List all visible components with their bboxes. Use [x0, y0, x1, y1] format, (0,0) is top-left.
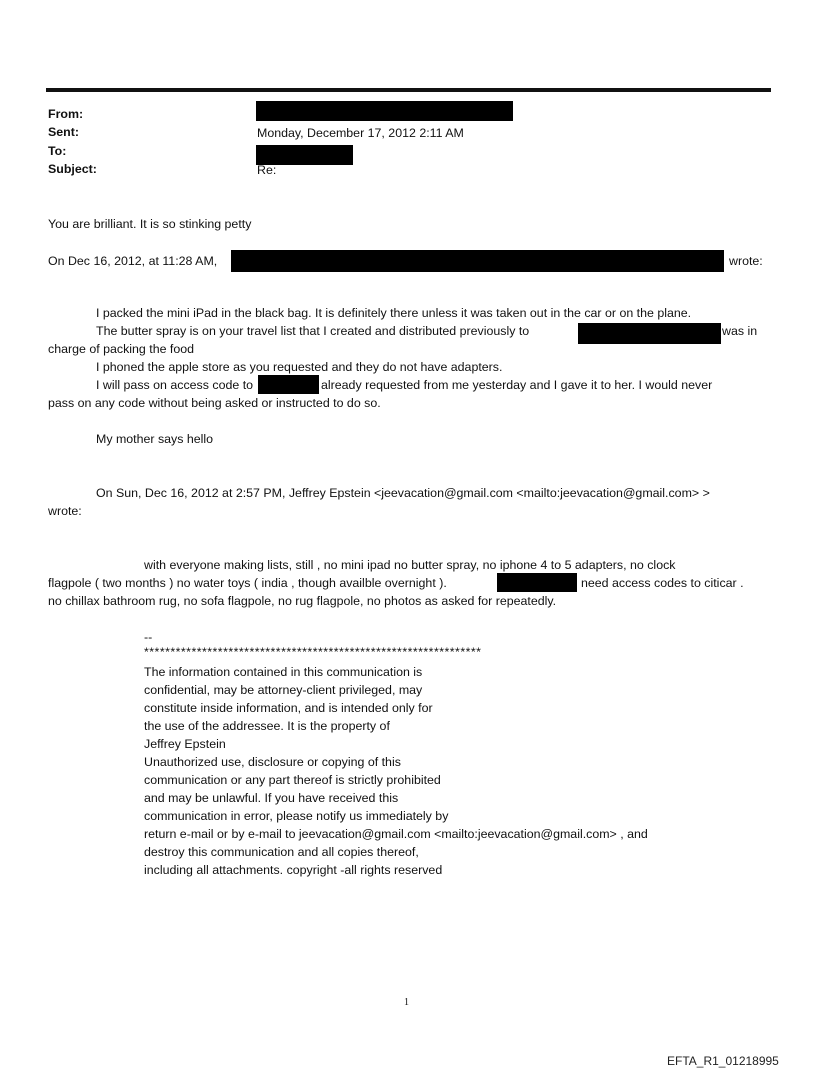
q1-line5b: already requested from me yesterday and I gave it to her. I would never [321, 378, 713, 392]
disclaimer-line: constitute inside information, and is intended only for [144, 701, 433, 715]
q1-redaction-2 [258, 375, 319, 394]
quote1-header-prefix: On Dec 16, 2012, at 11:28 AM, [48, 254, 218, 268]
subject-value: Re: [257, 163, 277, 177]
to-label: To: [48, 144, 67, 158]
disclaimer-line: destroy this communication and all copies thereof, [144, 845, 419, 859]
q1-line6: pass on any code without being asked or instructed to do so. [48, 396, 381, 410]
header-rule [46, 88, 771, 92]
signature-dashes: -- [144, 630, 153, 644]
disclaimer-line: confidential, may be attorney-client privileged, may [144, 683, 423, 697]
disclaimer-line: Unauthorized use, disclosure or copying of this [144, 755, 401, 769]
q1-line2a: The butter spray is on your travel list that I created and distributed previously to [96, 324, 530, 338]
disclaimer-line: and may be unlawful. If you have received this [144, 791, 399, 805]
disclaimer-line: including all attachments. copyright -all rights reserved [144, 863, 443, 877]
q1-line4: I phoned the apple store as you requested and they do not have adapters. [96, 360, 503, 374]
q1-line7: My mother says hello [96, 432, 214, 446]
from-label: From: [48, 107, 84, 121]
from-redaction [256, 101, 513, 121]
q2-line1: with everyone making lists, still , no mini ipad no butter spray, no iphone 4 to 5 adapters, no clock [144, 558, 676, 572]
q1-line2b: was in [722, 324, 758, 338]
sent-value: Monday, December 17, 2012 2:11 AM [257, 126, 464, 140]
page-number: 1 [404, 997, 409, 1008]
subject-label: Subject: [48, 162, 97, 176]
q2-line3: no chillax bathroom rug, no sofa flagpole, no rug flagpole, no photos as asked for repeatedly. [48, 594, 557, 608]
quote1-header-suffix: wrote: [729, 254, 763, 268]
quote1-sender-redaction [231, 250, 724, 272]
q1-line3: charge of packing the food [48, 342, 195, 356]
to-redaction [256, 145, 353, 165]
q1-line5a: I will pass on access code to [96, 378, 254, 392]
q1-line1: I packed the mini iPad in the black bag. It is definitely there unless it was taken out in the car or on the plane. [96, 306, 692, 320]
signature-stars: **************************************************************** [144, 645, 482, 659]
disclaimer-line: Jeffrey Epstein [144, 737, 226, 751]
disclaimer-line: return e-mail or by e-mail to jeevacation@gmail.com <mailto:jeevacation@gmail.com> , and [144, 827, 648, 841]
reply-line: You are brilliant. It is so stinking petty [48, 217, 252, 231]
disclaimer-line: communication in error, please notify us immediately by [144, 809, 449, 823]
disclaimer-line: The information contained in this communication is [144, 665, 423, 679]
disclaimer-line: communication or any part thereof is strictly prohibited [144, 773, 441, 787]
q2-line2b: need access codes to citicar . [581, 576, 744, 590]
q2-redaction [497, 573, 577, 592]
quote2-header-line2: wrote: [48, 504, 82, 518]
sent-label: Sent: [48, 125, 79, 139]
q2-line2a: flagpole ( two months ) no water toys ( india , though availble overnight ). [48, 576, 447, 590]
document-id: EFTA_R1_01218995 [667, 1054, 779, 1068]
disclaimer-line: the use of the addressee. It is the property of [144, 719, 390, 733]
q1-redaction-1 [578, 323, 721, 344]
quote2-header-line1: On Sun, Dec 16, 2012 at 2:57 PM, Jeffrey Epstein <jeevacation@gmail.com <mailto:jeevacation@gmail.com> > [96, 486, 710, 500]
